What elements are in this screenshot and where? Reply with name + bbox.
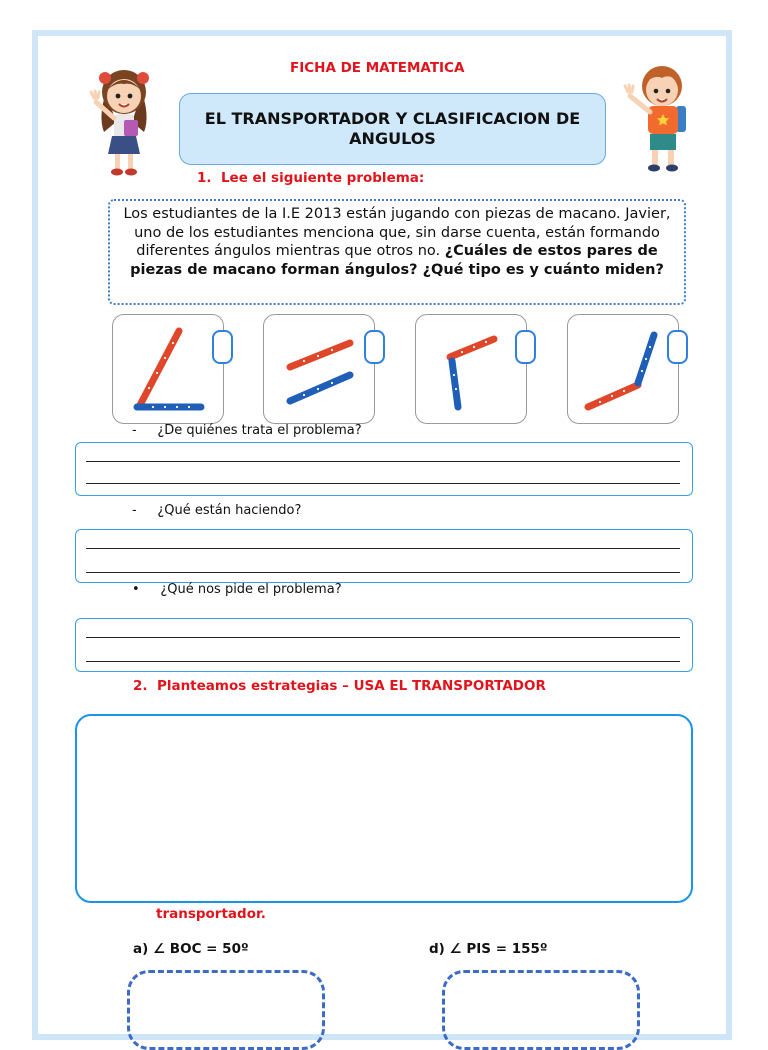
question-2-text: ¿Qué están haciendo? xyxy=(157,503,302,518)
problem-text: Los estudiantes de la I.E 2013 están jugando con piezas de macano. Javier, uno de los estudiantes menciona que, sin darse cuenta, están formando diferentes ángulos mientras que otros no. xyxy=(123,206,671,259)
macano-pieces-parallel xyxy=(264,315,376,425)
exercise-d-label: d) xyxy=(429,941,445,957)
question-3-text: ¿Qué nos pide el problema? xyxy=(160,582,342,597)
angle-symbol: ∠ xyxy=(152,941,166,957)
answer-tab-1[interactable] xyxy=(212,330,233,364)
exercise-a-drawing-box[interactable] xyxy=(127,970,325,1050)
macano-card-1 xyxy=(112,314,224,424)
answer-tab-4[interactable] xyxy=(667,330,688,364)
problem-question: ¿Cuáles de estos pares de piezas de macano forman ángulos? ¿Qué tipo es y cuánto miden? xyxy=(130,243,664,278)
exercise-a xyxy=(133,941,249,957)
exercise-a-text: BOC = 50º xyxy=(169,941,249,957)
macano-pieces-angle-3 xyxy=(416,315,528,425)
answer-tab-2[interactable] xyxy=(364,330,385,364)
question-3-bullet: • xyxy=(132,582,140,597)
answer-box-3[interactable] xyxy=(75,618,693,672)
problem-box xyxy=(108,199,686,305)
exercise-d-drawing-box[interactable] xyxy=(442,970,640,1050)
page-title: EL TRANSPORTADOR Y CLASIFICACION DE ANGULOS xyxy=(179,93,606,165)
boy-illustration xyxy=(620,58,698,178)
question-3 xyxy=(132,582,342,597)
answer-box-2[interactable] xyxy=(75,529,693,583)
question-1-bullet: - xyxy=(132,423,137,438)
macano-pieces-angle-1 xyxy=(113,315,225,425)
exercise-d xyxy=(429,941,548,957)
macano-pieces-angle-4 xyxy=(568,315,680,425)
answer-tab-3[interactable] xyxy=(515,330,536,364)
section-1-number: 1. xyxy=(197,170,212,186)
answer-box-1[interactable] xyxy=(75,442,693,496)
section-3-fragment: transportador. xyxy=(156,906,266,922)
question-2 xyxy=(132,503,301,518)
question-2-bullet: - xyxy=(132,503,137,518)
question-1 xyxy=(132,423,362,438)
exercise-d-text: PIS = 155º xyxy=(466,941,548,957)
macano-card-4 xyxy=(567,314,679,424)
girl-illustration xyxy=(88,62,160,180)
section-1-title: Lee el siguiente problema: xyxy=(220,170,425,186)
angle-symbol: ∠ xyxy=(449,941,462,957)
macano-card-3 xyxy=(415,314,527,424)
section-2-heading xyxy=(133,678,546,694)
question-1-text: ¿De quiénes trata el problema? xyxy=(157,423,362,438)
macano-card-2 xyxy=(263,314,375,424)
section-2-title: Planteamos estrategias – USA EL TRANSPORTADOR xyxy=(156,678,546,694)
section-2-number: 2. xyxy=(133,678,148,694)
strategy-box[interactable] xyxy=(75,714,693,903)
worksheet-kicker: FICHA DE MATEMATICA xyxy=(290,60,465,76)
exercise-a-label: a) xyxy=(133,941,149,957)
section-1-heading xyxy=(197,170,424,186)
